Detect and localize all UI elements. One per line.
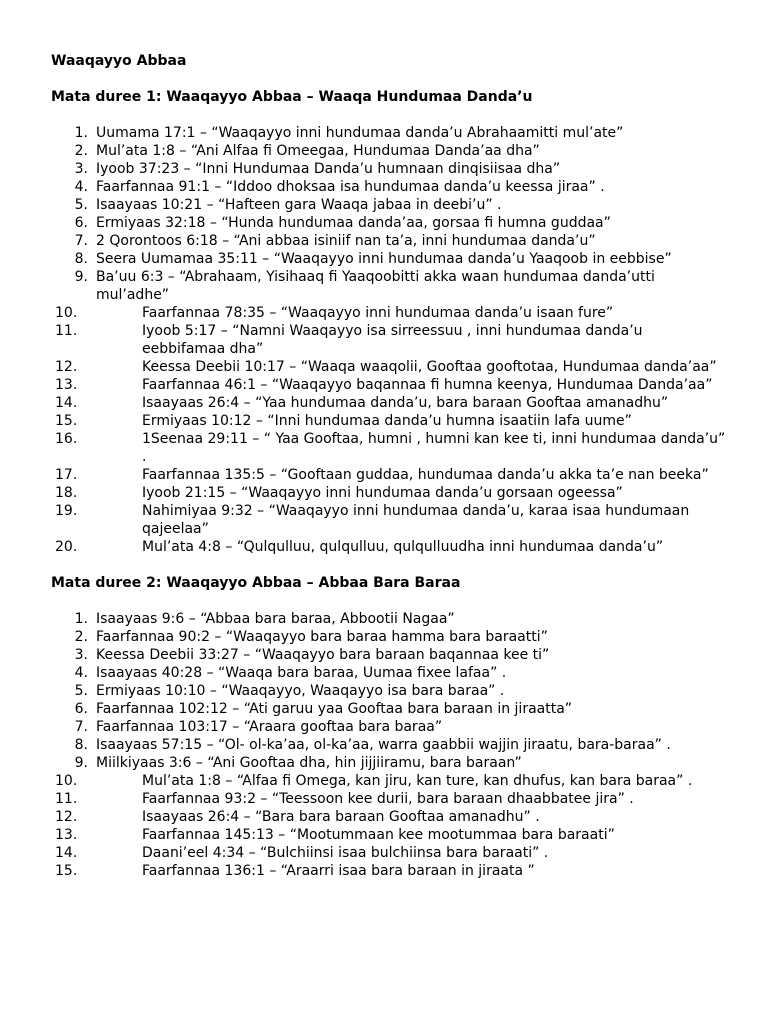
list-item-text: Iyoob 37:23 – “Inni Hundumaa Danda’u humnaan dinqisiisaa dha” <box>96 161 561 177</box>
list-item-number: 18. <box>55 485 78 501</box>
list-item-text: Faarfannaa 135:5 – “Gooftaan guddaa, hundumaa danda’u akka ta’e nan beeka” <box>142 467 709 483</box>
list-item <box>51 394 728 412</box>
document-title: Waaqayyo Abbaa <box>51 53 187 69</box>
list-item-number: 5. <box>74 197 88 213</box>
list-item <box>51 628 728 646</box>
list-item-text: Faarfannaa 136:1 – “Araarri isaa bara baraan in jiraata ” <box>142 863 535 879</box>
list-item-number: 16. <box>55 431 78 447</box>
list-item-text: Uumama 17:1 – “Waaqayyo inni hundumaa danda’u Abrahaamitti mul’ate” <box>96 125 624 141</box>
document-body <box>51 88 728 880</box>
list-item-text: 1Seenaa 29:11 – “ Yaa Gooftaa, humni , humni kan kee ti, inni hundumaa danda’u” . <box>142 431 726 465</box>
list-item <box>51 718 728 736</box>
list-item-number: 12. <box>55 359 78 375</box>
list-item <box>51 160 728 178</box>
list-item <box>51 142 728 160</box>
list-item-text: Isaayaas 57:15 – “Ol- ol-ka’aa, ol-ka’aa, warra gaabbii wajjin jiraatu, bara-baraa” . <box>96 737 671 753</box>
list-item-text: Faarfannaa 103:17 – “Araara gooftaa bara baraa” <box>96 719 443 735</box>
list-item <box>51 232 728 250</box>
list-item-text: 2 Qorontoos 6:18 – “Ani abbaa isiniif nan ta’a, inni hundumaa danda’u” <box>96 233 596 249</box>
list-item-text: Faarfannaa 102:12 – “Ati garuu yaa Gooftaa bara baraan in jiraatta” <box>96 701 573 717</box>
list-item <box>51 844 728 862</box>
list-item-text: Faarfannaa 145:13 – “Mootummaan kee mootummaa bara baraati” <box>142 827 615 843</box>
list-item-number: 5. <box>74 683 88 699</box>
list-item <box>51 430 728 466</box>
list-item <box>51 502 728 538</box>
list-item <box>51 358 728 376</box>
list-item-number: 2. <box>74 143 88 159</box>
list-item-text: Mul’ata 1:8 – “Ani Alfaa fi Omeegaa, Hundumaa Danda’aa dha” <box>96 143 540 159</box>
list-item-number: 1. <box>74 611 88 627</box>
list-item-number: 6. <box>74 215 88 231</box>
list-item-number: 8. <box>74 251 88 267</box>
list-item <box>51 304 728 322</box>
list-item-text: Iyoob 5:17 – “Namni Waaqayyo isa sirreessuu , inni hundumaa danda’u eebbifamaa dha” <box>142 323 643 357</box>
list-item-text: Miilkiyaas 3:6 – “Ani Gooftaa dha, hin jijjiiramu, bara baraan” <box>96 755 522 771</box>
list-item-number: 15. <box>55 413 78 429</box>
list-item-text: Iyoob 21:15 – “Waaqayyo inni hundumaa danda’u gorsaan ogeessa” <box>142 485 623 501</box>
list-item-text: Mul’ata 1:8 – “Alfaa fi Omega, kan jiru, kan ture, kan dhufus, kan bara baraa” . <box>142 773 693 789</box>
list-item-number: 7. <box>74 233 88 249</box>
list-item-text: Faarfannaa 90:2 – “Waaqayyo bara baraa hamma bara baraatti” <box>96 629 548 645</box>
list-item <box>51 412 728 430</box>
list-item-text: Ermiyaas 10:12 – “Inni hundumaa danda’u humna isaatiin lafa uume” <box>142 413 632 429</box>
list-item-number: 3. <box>74 161 88 177</box>
list-item-number: 17. <box>55 467 78 483</box>
list-item-number: 14. <box>55 395 78 411</box>
section-item-list <box>51 610 728 880</box>
list-item-text: Faarfannaa 91:1 – “Iddoo dhoksaa isa hundumaa danda’u keessa jiraa” . <box>96 179 605 195</box>
list-item-text: Faarfannaa 78:35 – “Waaqayyo inni hundumaa danda’u isaan fure” <box>142 305 614 321</box>
list-item-text: Isaayaas 10:21 – “Hafteen gara Waaqa jabaa in deebi’u” . <box>96 197 502 213</box>
list-item-number: 19. <box>55 503 78 519</box>
list-item <box>51 610 728 628</box>
list-item-number: 6. <box>74 701 88 717</box>
section-heading: Mata duree 2: Waaqayyo Abbaa – Abbaa Bara Baraa <box>51 575 461 591</box>
list-item-number: 7. <box>74 719 88 735</box>
list-item <box>51 322 728 358</box>
list-item-number: 10. <box>55 305 78 321</box>
list-item <box>51 736 728 754</box>
list-item-text: Faarfannaa 46:1 – “Waaqayyo baqannaa fi humna keenya, Hundumaa Danda’aa” <box>142 377 713 393</box>
list-item <box>51 682 728 700</box>
list-item <box>51 646 728 664</box>
list-item <box>51 466 728 484</box>
list-item-text: Ermiyaas 32:18 – “Hunda hundumaa danda’aa, gorsaa fi humna guddaa” <box>96 215 611 231</box>
list-item-text: Keessa Deebii 10:17 – “Waaqa waaqolii, Gooftaa gooftotaa, Hundumaa danda’aa” <box>142 359 717 375</box>
list-item <box>51 196 728 214</box>
list-item <box>51 484 728 502</box>
list-item <box>51 268 728 304</box>
list-item-number: 4. <box>74 665 88 681</box>
list-item <box>51 250 728 268</box>
list-item-text: Isaayaas 9:6 – “Abbaa bara baraa, Abbootii Nagaa” <box>96 611 455 627</box>
section-heading: Mata duree 1: Waaqayyo Abbaa – Waaqa Hundumaa Danda’u <box>51 89 533 105</box>
list-item-number: 13. <box>55 827 78 843</box>
list-item-number: 8. <box>74 737 88 753</box>
list-item <box>51 124 728 142</box>
list-item-number: 15. <box>55 863 78 879</box>
list-item <box>51 826 728 844</box>
list-item-number: 3. <box>74 647 88 663</box>
list-item-text: Faarfannaa 93:2 – “Teessoon kee durii, bara baraan dhaabbatee jira” . <box>142 791 634 807</box>
list-item-number: 13. <box>55 377 78 393</box>
list-item-text: Isaayaas 40:28 – “Waaqa bara baraa, Uumaa fixee lafaa” . <box>96 665 507 681</box>
list-item <box>51 214 728 232</box>
list-item <box>51 538 728 556</box>
list-item-number: 11. <box>55 323 78 339</box>
section-item-list <box>51 124 728 556</box>
list-item-text: Mul’ata 4:8 – “Qulqulluu, qulqulluu, qulqulluudha inni hundumaa danda’u” <box>142 539 664 555</box>
list-item-text: Ermiyaas 10:10 – “Waaqayyo, Waaqayyo isa bara baraa” . <box>96 683 505 699</box>
list-item <box>51 862 728 880</box>
list-item <box>51 376 728 394</box>
list-item <box>51 772 728 790</box>
list-item <box>51 700 728 718</box>
list-item-number: 11. <box>55 791 78 807</box>
list-item-number: 14. <box>55 845 78 861</box>
list-item-text: Nahimiyaa 9:32 – “Waaqayyo inni hundumaa danda’u, karaa isaa hundumaan qajeelaa” <box>142 503 690 537</box>
list-item-number: 20. <box>55 539 78 555</box>
list-item <box>51 178 728 196</box>
list-item-number: 12. <box>55 809 78 825</box>
list-item-text: Seera Uumamaa 35:11 – “Waaqayyo inni hundumaa danda’u Yaaqoob in eebbise” <box>96 251 672 267</box>
list-item-number: 2. <box>74 629 88 645</box>
list-item <box>51 754 728 772</box>
list-item-text: Isaayaas 26:4 – “Bara bara baraan Gooftaa amanadhu” . <box>142 809 540 825</box>
list-item-number: 4. <box>74 179 88 195</box>
list-item-text: Isaayaas 26:4 – “Yaa hundumaa danda’u, bara baraan Gooftaa amanadhu” <box>142 395 669 411</box>
list-item <box>51 664 728 682</box>
list-item-text: Ba’uu 6:3 – “Abrahaam, Yisihaaq fi Yaaqoobitti akka waan hundumaa danda’utti mul’adhe” <box>96 269 655 303</box>
list-item-number: 9. <box>74 755 88 771</box>
list-item-number: 10. <box>55 773 78 789</box>
list-item-number: 1. <box>74 125 88 141</box>
list-item <box>51 808 728 826</box>
list-item-number: 9. <box>74 269 88 285</box>
list-item-text: Keessa Deebii 33:27 – “Waaqayyo bara baraan baqannaa kee ti” <box>96 647 550 663</box>
list-item-text: Daani’eel 4:34 – “Bulchiinsi isaa bulchiinsa bara baraati” . <box>142 845 549 861</box>
list-item <box>51 790 728 808</box>
